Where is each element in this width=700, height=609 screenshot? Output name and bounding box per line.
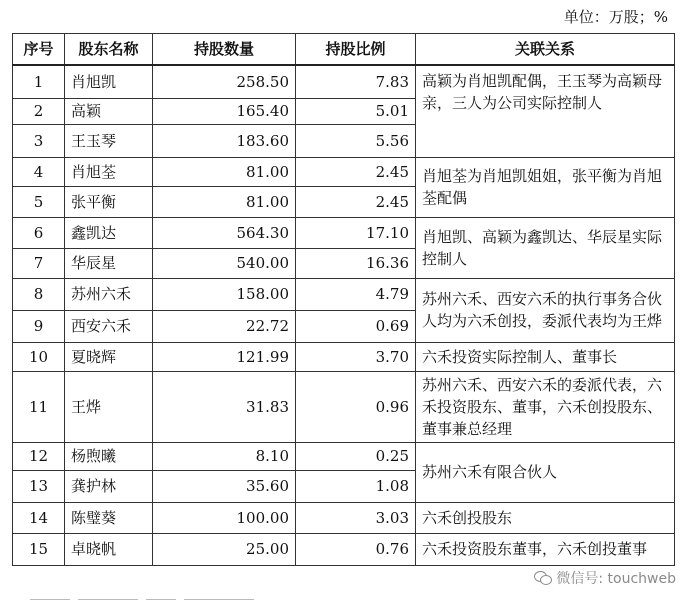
row-name: 陈璧葵 — [65, 502, 153, 533]
row-ratio: 0.25 — [296, 442, 416, 470]
table-row — [13, 65, 675, 98]
row-no: 15 — [13, 533, 65, 565]
unit-label: 单位：万股；% — [563, 8, 668, 26]
relation-cell: 苏州六禾、西安六禾的执行事务合伙人均为六禾创投，委派代表均为王烨 — [416, 278, 675, 342]
relation-cell: 高颖为肖旭凯配偶，王玉琴为高颖母亲，三人为公司实际控制人 — [416, 65, 675, 157]
row-shares: 81.00 — [153, 186, 296, 217]
row-ratio: 5.01 — [296, 98, 416, 124]
row-name: 肖旭荃 — [65, 157, 153, 186]
row-shares: 183.60 — [153, 124, 296, 157]
row-no: 7 — [13, 248, 65, 278]
table-row — [13, 442, 675, 470]
row-name: 杨煦曦 — [65, 442, 153, 470]
relation-cell: 苏州六禾有限合伙人 — [416, 442, 675, 502]
header-name: 股东名称 — [65, 34, 153, 66]
relation-cell: 苏州六禾、西安六禾的委派代表，六禾投资股东、董事，六禾创投股东、董事兼总经理 — [416, 371, 675, 442]
row-no: 2 — [13, 98, 65, 124]
row-no: 1 — [13, 65, 65, 98]
cropped-footnote-text — [30, 590, 290, 600]
row-shares: 165.40 — [153, 98, 296, 124]
row-shares: 8.10 — [153, 442, 296, 470]
row-name: 张平衡 — [65, 186, 153, 217]
row-no: 9 — [13, 310, 65, 342]
header-no: 序号 — [13, 34, 65, 66]
row-shares: 100.00 — [153, 502, 296, 533]
row-shares: 31.83 — [153, 371, 296, 442]
row-ratio: 0.69 — [296, 310, 416, 342]
table-row — [13, 217, 675, 248]
row-name: 鑫凯达 — [65, 217, 153, 248]
row-shares: 81.00 — [153, 157, 296, 186]
row-ratio: 0.96 — [296, 371, 416, 442]
header-ratio: 持股比例 — [296, 34, 416, 66]
row-no: 5 — [13, 186, 65, 217]
row-ratio: 3.70 — [296, 342, 416, 371]
relation-cell: 六禾创投股东 — [416, 502, 675, 533]
table-row — [13, 371, 675, 442]
table-row — [13, 157, 675, 186]
row-ratio: 4.79 — [296, 278, 416, 310]
row-ratio: 2.45 — [296, 186, 416, 217]
relation-cell: 六禾投资股东董事，六禾创投董事 — [416, 533, 675, 565]
row-shares: 564.30 — [153, 217, 296, 248]
relation-cell: 肖旭凯、高颖为鑫凯达、华辰星实际控制人 — [416, 217, 675, 278]
watermark-text: 微信号: touchweb — [556, 571, 676, 587]
table-row — [13, 278, 675, 310]
row-shares: 158.00 — [153, 278, 296, 310]
row-no: 12 — [13, 442, 65, 470]
row-shares: 258.50 — [153, 65, 296, 98]
row-ratio: 7.83 — [296, 65, 416, 98]
row-shares: 540.00 — [153, 248, 296, 278]
table-row — [13, 342, 675, 371]
row-name: 夏晓辉 — [65, 342, 153, 371]
row-name: 王玉琴 — [65, 124, 153, 157]
row-shares: 22.72 — [153, 310, 296, 342]
row-name: 卓晓帆 — [65, 533, 153, 565]
row-no: 4 — [13, 157, 65, 186]
row-shares: 121.99 — [153, 342, 296, 371]
table-row — [13, 502, 675, 533]
shareholder-table — [12, 33, 675, 566]
relation-cell: 肖旭荃为肖旭凯姐姐，张平衡为肖旭荃配偶 — [416, 157, 675, 217]
row-no: 3 — [13, 124, 65, 157]
row-no: 6 — [13, 217, 65, 248]
row-shares: 25.00 — [153, 533, 296, 565]
row-no: 14 — [13, 502, 65, 533]
row-name: 华辰星 — [65, 248, 153, 278]
row-ratio: 17.10 — [296, 217, 416, 248]
row-ratio: 0.76 — [296, 533, 416, 565]
row-ratio: 16.36 — [296, 248, 416, 278]
table-header-row — [13, 34, 675, 66]
row-name: 苏州六禾 — [65, 278, 153, 310]
row-shares: 35.60 — [153, 470, 296, 502]
header-relation: 关联关系 — [416, 34, 675, 66]
table-row — [13, 533, 675, 565]
header-shares: 持股数量 — [153, 34, 296, 66]
wechat-icon — [534, 571, 552, 585]
watermark — [534, 568, 676, 588]
relation-cell: 六禾投资实际控制人、董事长 — [416, 342, 675, 371]
row-name: 王烨 — [65, 371, 153, 442]
row-no: 10 — [13, 342, 65, 371]
row-name: 肖旭凯 — [65, 65, 153, 98]
row-ratio: 3.03 — [296, 502, 416, 533]
row-no: 8 — [13, 278, 65, 310]
row-no: 13 — [13, 470, 65, 502]
row-name: 西安六禾 — [65, 310, 153, 342]
row-ratio: 2.45 — [296, 157, 416, 186]
row-name: 高颖 — [65, 98, 153, 124]
row-ratio: 5.56 — [296, 124, 416, 157]
row-ratio: 1.08 — [296, 470, 416, 502]
row-name: 龚护林 — [65, 470, 153, 502]
row-no: 11 — [13, 371, 65, 442]
